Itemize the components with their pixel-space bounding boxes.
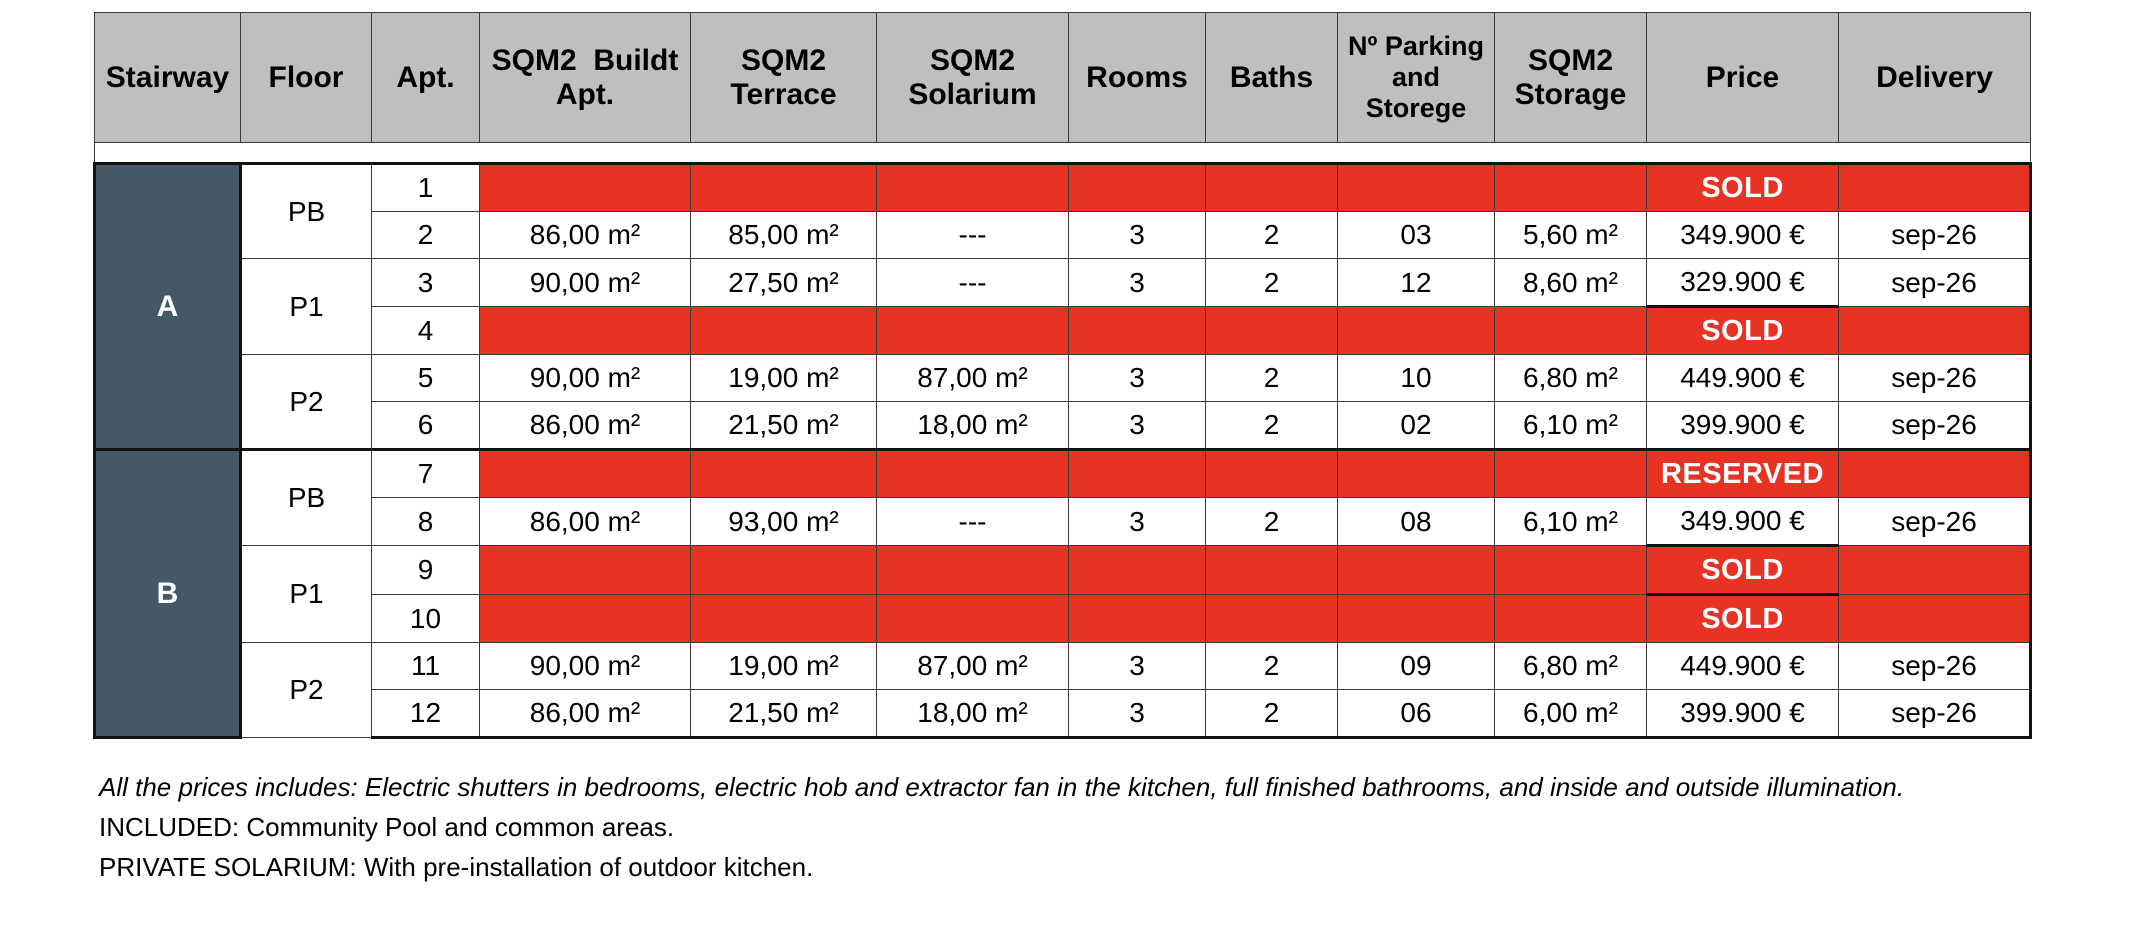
delivery-cell: sep-26: [1839, 259, 2031, 307]
built-cell: 86,00 m²: [480, 498, 691, 546]
rooms-cell: 3: [1069, 355, 1206, 402]
floor-cell: PB: [241, 450, 372, 546]
status-badge: SOLD: [1647, 307, 1839, 355]
sold-fill-cell: [1839, 546, 2031, 595]
built-cell: 90,00 m²: [480, 643, 691, 690]
delivery-cell: sep-26: [1839, 498, 2031, 546]
delivery-cell: sep-26: [1839, 355, 2031, 402]
parking-cell: 08: [1338, 498, 1495, 546]
storage-cell: 6,80 m²: [1495, 643, 1647, 690]
sold-fill-cell: [877, 164, 1069, 212]
apt-cell: 10: [372, 595, 480, 643]
floor-cell: P1: [241, 546, 372, 643]
note-private-solarium: PRIVATE SOLARIUM: With pre-installation of outdoor kitchen.: [99, 852, 814, 882]
sold-fill-cell: [877, 595, 1069, 643]
parking-cell: 03: [1338, 212, 1495, 259]
apt-cell: 3: [372, 259, 480, 307]
parking-cell: 10: [1338, 355, 1495, 402]
parking-cell: 12: [1338, 259, 1495, 307]
sold-fill-cell: [480, 546, 691, 595]
apt-cell: 2: [372, 212, 480, 259]
price-cell: 349.900 €: [1647, 498, 1839, 546]
price-cell: 329.900 €: [1647, 259, 1839, 307]
baths-cell: 2: [1206, 690, 1338, 738]
built-cell: 90,00 m²: [480, 259, 691, 307]
table-row: [95, 450, 2031, 498]
reserved-fill-cell: [1206, 450, 1338, 498]
sold-fill-cell: [691, 307, 877, 355]
apt-cell: 12: [372, 690, 480, 738]
terrace-cell: 19,00 m²: [691, 355, 877, 402]
storage-cell: 6,10 m²: [1495, 402, 1647, 450]
apt-cell: 6: [372, 402, 480, 450]
header-sqm-solarium-line2: Solarium: [908, 77, 1037, 111]
delivery-cell: sep-26: [1839, 212, 2031, 259]
solarium-cell: 87,00 m²: [877, 355, 1069, 402]
sold-fill-cell: [1069, 307, 1206, 355]
apartment-price-table: [93, 12, 2032, 739]
notes-section: [99, 770, 2049, 884]
table-row: [95, 259, 2031, 307]
header-sqm-storage-line1: SQM2: [1527, 43, 1614, 77]
header-rooms: Rooms: [1069, 13, 1206, 143]
storage-cell: 6,80 m²: [1495, 355, 1647, 402]
terrace-cell: 93,00 m²: [691, 498, 877, 546]
sold-fill-cell: [691, 546, 877, 595]
solarium-cell: 18,00 m²: [877, 402, 1069, 450]
apt-cell: 5: [372, 355, 480, 402]
apt-cell: 11: [372, 643, 480, 690]
terrace-cell: 21,50 m²: [691, 690, 877, 738]
sold-fill-cell: [1206, 307, 1338, 355]
table-row: [95, 595, 2031, 643]
rooms-cell: 3: [1069, 643, 1206, 690]
parking-cell: 02: [1338, 402, 1495, 450]
header-price: Price: [1647, 13, 1839, 143]
sold-fill-cell: [1069, 595, 1206, 643]
reserved-fill-cell: [1069, 450, 1206, 498]
table-row: [95, 212, 2031, 259]
price-cell: 399.900 €: [1647, 402, 1839, 450]
reserved-fill-cell: [1495, 450, 1647, 498]
rooms-cell: 3: [1069, 690, 1206, 738]
sold-fill-cell: [1839, 595, 2031, 643]
spacer-row: [95, 143, 2031, 164]
baths-cell: 2: [1206, 355, 1338, 402]
price-cell: 399.900 €: [1647, 690, 1839, 738]
sold-fill-cell: [1206, 164, 1338, 212]
apt-cell: 4: [372, 307, 480, 355]
sold-fill-cell: [1069, 546, 1206, 595]
header-sqm-terrace-line2: Terrace: [730, 77, 837, 111]
sold-fill-cell: [1206, 595, 1338, 643]
header-delivery: Delivery: [1839, 13, 2031, 143]
floor-cell: P2: [241, 643, 372, 738]
storage-cell: 5,60 m²: [1495, 212, 1647, 259]
parking-cell: 09: [1338, 643, 1495, 690]
baths-cell: 2: [1206, 643, 1338, 690]
sold-fill-cell: [1495, 164, 1647, 212]
header-apt: Apt.: [372, 13, 480, 143]
storage-cell: 6,10 m²: [1495, 498, 1647, 546]
status-badge: SOLD: [1647, 164, 1839, 212]
header-sqm-storage: [1495, 13, 1647, 143]
status-badge: SOLD: [1647, 546, 1839, 595]
baths-cell: 2: [1206, 402, 1338, 450]
header-sqm-built: [480, 13, 691, 143]
table-row: [95, 164, 2031, 212]
header-parking-storage: [1338, 13, 1495, 143]
reserved-fill-cell: [1839, 450, 2031, 498]
sold-fill-cell: [480, 164, 691, 212]
price-cell: 449.900 €: [1647, 643, 1839, 690]
reserved-fill-cell: [691, 450, 877, 498]
table-row: [95, 643, 2031, 690]
apt-cell: 7: [372, 450, 480, 498]
table-row: [95, 307, 2031, 355]
baths-cell: 2: [1206, 212, 1338, 259]
sold-fill-cell: [691, 164, 877, 212]
solarium-cell: 18,00 m²: [877, 690, 1069, 738]
built-cell: 90,00 m²: [480, 355, 691, 402]
reserved-fill-cell: [877, 450, 1069, 498]
sold-fill-cell: [1495, 546, 1647, 595]
header-stairway: Stairway: [95, 13, 241, 143]
sold-fill-cell: [480, 307, 691, 355]
rooms-cell: 3: [1069, 259, 1206, 307]
rooms-cell: 3: [1069, 498, 1206, 546]
terrace-cell: 19,00 m²: [691, 643, 877, 690]
sold-fill-cell: [1495, 595, 1647, 643]
built-cell: 86,00 m²: [480, 402, 691, 450]
price-cell: 349.900 €: [1647, 212, 1839, 259]
parking-cell: 06: [1338, 690, 1495, 738]
header-sqm-built-line2: Apt.: [555, 77, 615, 111]
sold-fill-cell: [1206, 546, 1338, 595]
solarium-cell: ---: [877, 498, 1069, 546]
apt-cell: 1: [372, 164, 480, 212]
reserved-fill-cell: [480, 450, 691, 498]
header-sqm-solarium: [877, 13, 1069, 143]
price-cell: 449.900 €: [1647, 355, 1839, 402]
apt-cell: 8: [372, 498, 480, 546]
reserved-fill-cell: [1338, 450, 1495, 498]
solarium-cell: ---: [877, 259, 1069, 307]
header-sqm-built-line1: SQM2 Buildt: [491, 43, 679, 77]
table-row: [95, 690, 2031, 738]
header-parking-line1: Nº Parking: [1348, 31, 1484, 61]
built-cell: 86,00 m²: [480, 690, 691, 738]
table-row: [95, 498, 2031, 546]
table-row: [95, 355, 2031, 402]
header-floor: Floor: [241, 13, 372, 143]
spacer-cell: [95, 143, 2031, 164]
terrace-cell: 21,50 m²: [691, 402, 877, 450]
header-parking-line3: Storege: [1365, 93, 1467, 123]
rooms-cell: 3: [1069, 402, 1206, 450]
sold-fill-cell: [877, 546, 1069, 595]
storage-cell: 8,60 m²: [1495, 259, 1647, 307]
solarium-cell: ---: [877, 212, 1069, 259]
built-cell: 86,00 m²: [480, 212, 691, 259]
sold-fill-cell: [480, 595, 691, 643]
terrace-cell: 27,50 m²: [691, 259, 877, 307]
table-row: [95, 402, 2031, 450]
baths-cell: 2: [1206, 498, 1338, 546]
table-row: [95, 546, 2031, 595]
solarium-cell: 87,00 m²: [877, 643, 1069, 690]
header-baths: Baths: [1206, 13, 1338, 143]
sold-fill-cell: [1069, 164, 1206, 212]
header-sqm-terrace: [691, 13, 877, 143]
rooms-cell: 3: [1069, 212, 1206, 259]
note-included: INCLUDED: Community Pool and common areas.: [99, 812, 675, 842]
apt-cell: 9: [372, 546, 480, 595]
sold-fill-cell: [1338, 164, 1495, 212]
stairway-cell: B: [95, 450, 241, 738]
header-row: [95, 13, 2031, 143]
header-sqm-terrace-line1: SQM2: [740, 43, 827, 77]
sold-fill-cell: [1495, 307, 1647, 355]
note-prices-include: All the prices includes: Electric shutters in bedrooms, electric hob and extractor fan in the kitchen, full finished bathrooms, and inside and outside illumination.: [99, 772, 1905, 802]
terrace-cell: 85,00 m²: [691, 212, 877, 259]
status-badge: SOLD: [1647, 595, 1839, 643]
baths-cell: 2: [1206, 259, 1338, 307]
header-sqm-storage-line2: Storage: [1514, 77, 1627, 111]
header-sqm-solarium-line1: SQM2: [929, 43, 1016, 77]
sold-fill-cell: [1338, 546, 1495, 595]
delivery-cell: sep-26: [1839, 643, 2031, 690]
sold-fill-cell: [1338, 595, 1495, 643]
sold-fill-cell: [877, 307, 1069, 355]
sold-fill-cell: [1839, 307, 2031, 355]
sold-fill-cell: [1338, 307, 1495, 355]
floor-cell: P1: [241, 259, 372, 355]
stairway-cell: A: [95, 164, 241, 450]
sold-fill-cell: [691, 595, 877, 643]
sold-fill-cell: [1839, 164, 2031, 212]
delivery-cell: sep-26: [1839, 690, 2031, 738]
floor-cell: P2: [241, 355, 372, 450]
floor-cell: PB: [241, 164, 372, 259]
status-badge: RESERVED: [1647, 450, 1839, 498]
header-parking-line2: and: [1391, 62, 1440, 92]
storage-cell: 6,00 m²: [1495, 690, 1647, 738]
delivery-cell: sep-26: [1839, 402, 2031, 450]
